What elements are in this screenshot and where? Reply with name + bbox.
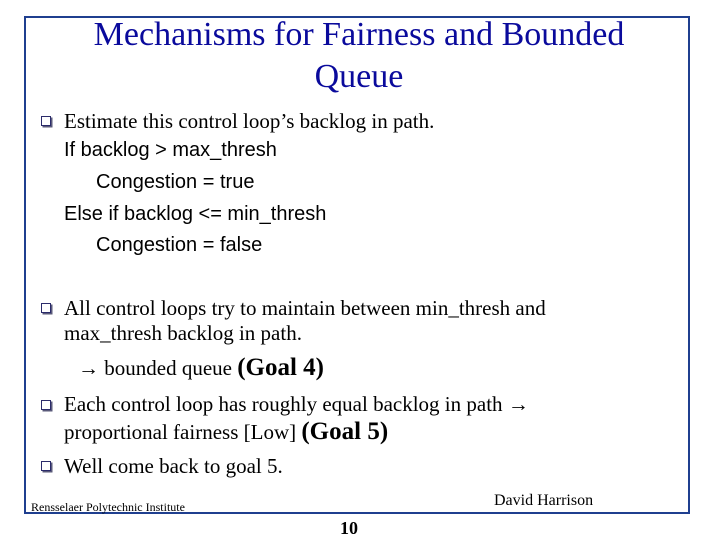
bounded-queue-text: bounded queue — [104, 356, 232, 380]
bullet2-line-1: All control loops try to maintain between min_thresh and — [64, 296, 546, 320]
footer-author: David Harrison — [494, 492, 594, 509]
code-line-4: Congestion = false — [96, 234, 263, 256]
code-line-2: Congestion = true — [96, 171, 255, 193]
proportional-fairness-text: proportional fairness [Low] — [64, 420, 297, 444]
right-arrow-icon: → — [507, 392, 529, 416]
title-line-1: Mechanisms for Fairness and Bounded — [93, 16, 625, 53]
bullet3-text: Each control loop has roughly equal backlog in path — [64, 392, 503, 416]
footer-institution: Rensselaer Polytechnic Institute — [31, 500, 185, 514]
bullet3-line-1 — [64, 391, 529, 417]
goal-4-label: (Goal 4) — [237, 354, 325, 381]
bullet-square-icon — [41, 461, 51, 471]
bullet-square-icon — [41, 303, 51, 313]
right-arrow-icon: → — [78, 356, 99, 380]
bullet-square-icon — [41, 400, 51, 410]
bullet2-line-2: max_thresh backlog in path. — [64, 321, 302, 345]
bullet4-text: Well come back to goal 5. — [64, 454, 283, 478]
bullet3-line-2 — [64, 419, 388, 445]
code-line-3: Else if backlog <= min_thresh — [64, 203, 327, 225]
bullet2-result — [78, 355, 324, 381]
title-line-2: Queue — [314, 58, 404, 95]
code-line-1: If backlog > max_thresh — [64, 139, 277, 161]
bullet-square-icon — [41, 116, 51, 126]
page-number: 10 — [340, 518, 358, 538]
goal-5-label: (Goal 5) — [301, 418, 389, 445]
bullet1-text: Estimate this control loop’s backlog in path. — [64, 109, 435, 133]
slide-title — [28, 14, 690, 98]
